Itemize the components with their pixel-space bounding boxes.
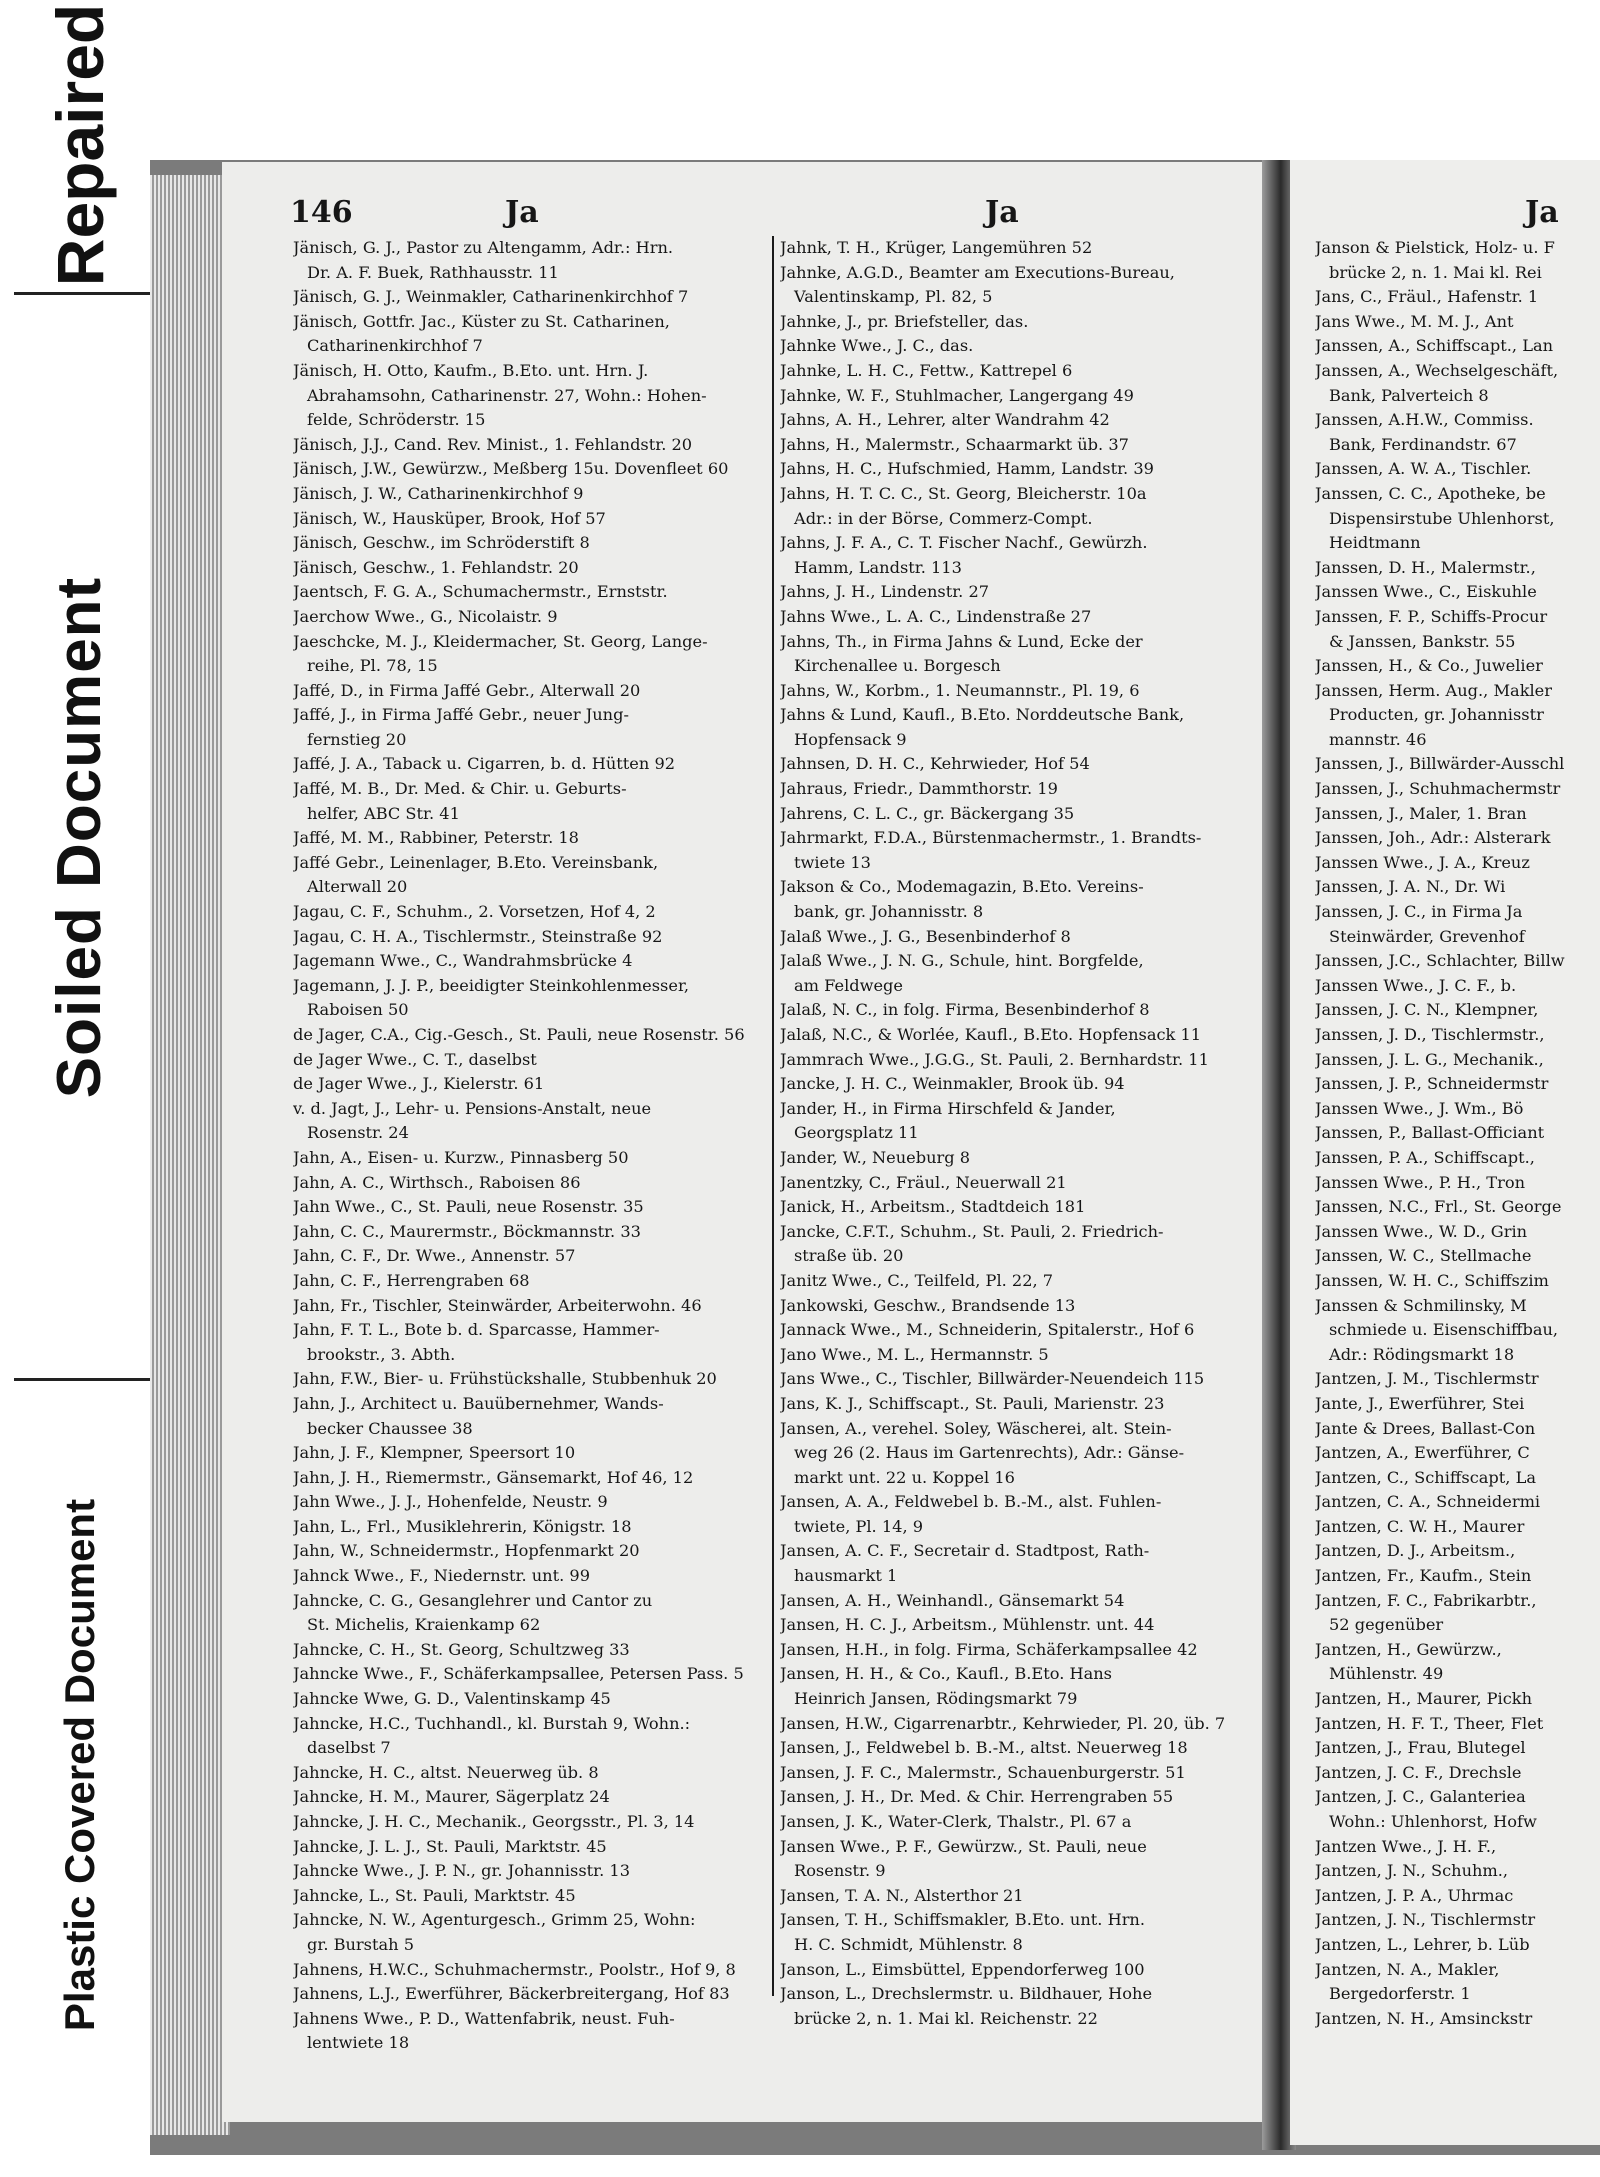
directory-entry: Jahnke Wwe., J. C., das. (780, 336, 974, 356)
directory-entry: Jänisch, W., Hausküper, Brook, Hof 57 (293, 508, 606, 528)
directory-entry: Hamm, Landstr. 113 (794, 557, 962, 577)
directory-entry: Jahnke, L. H. C., Fettw., Kattrepel 6 (780, 360, 1073, 380)
directory-entry: Jantzen, D. J., Arbeitsm., (1315, 1541, 1516, 1561)
directory-entry: Janssen, J. D., Tischlermstr., (1315, 1025, 1545, 1044)
directory-entry: Jansen, T. A. N., Alsterthor 21 (780, 1885, 1024, 1905)
directory-entry: de Jager Wwe., J., Kielerstr. 61 (293, 1074, 545, 1094)
soiled-document-tag-label: Soiled Document (45, 576, 115, 1099)
directory-entry: Jänisch, Geschw., 1. Fehlandstr. 20 (293, 557, 579, 577)
directory-entry: Jänisch, J. W., Catharinenkirchhof 9 (293, 483, 584, 503)
directory-entry: Jahn, J. H., Riemermstr., Gänsemarkt, Hof 46, 12 (293, 1467, 694, 1487)
directory-entry: Jahnens, L.J., Ewerführer, Bäckerbreitergang, Hof 83 (293, 1984, 730, 2004)
directory-entry: Jannack Wwe., M., Schneiderin, Spitalerstr., Hof 6 (780, 1320, 1195, 1340)
column-rule (772, 236, 774, 1996)
directory-entry: Jahncke, L., St. Pauli, Marktstr. 45 (293, 1885, 576, 1905)
directory-entry: Jahn, J., Architect u. Bauübernehmer, Wands- (293, 1393, 664, 1413)
directory-entry: Janssen, N.C., Frl., St. George (1315, 1197, 1562, 1217)
directory-entry: Jander, H., in Firma Hirschfeld & Jander, (780, 1098, 1116, 1118)
directory-entry: Jansen, H. C. J., Arbeitsm., Mühlenstr. unt. 44 (780, 1615, 1155, 1635)
directory-entry: Jantzen, J. N., Schuhm., (1315, 1861, 1509, 1881)
repaired-tag-label: Repaired (43, 3, 117, 287)
directory-entry: Janssen Wwe., W. D., Grin (1315, 1221, 1528, 1241)
directory-entry: Jahrmarkt, F.D.A., Bürstenmachermstr., 1. Brandts- (780, 828, 1202, 848)
directory-entry: Jantzen, F. C., Fabrikarbtr., (1315, 1590, 1537, 1610)
directory-entry: Janssen, W. C., Stellmache (1315, 1246, 1532, 1266)
directory-entry: Janson, L., Drechslermstr. u. Bildhauer, Hohe (780, 1984, 1153, 2004)
directory-entry: Jansen, J. K., Water-Clerk, Thalstr., Pl. 67 a (780, 1812, 1132, 1831)
directory-entry: Jantzen, N. H., Amsinckstr (1315, 2008, 1533, 2028)
directory-entry: Janssen, A. W. A., Tischler. (1315, 459, 1532, 479)
directory-entry: Janitz Wwe., C., Teilfeld, Pl. 22, 7 (780, 1270, 1054, 1290)
directory-entry: Jantzen, A., Ewerführer, C (1315, 1443, 1530, 1463)
directory-entry: Jantzen, H., Maurer, Pickh (1315, 1689, 1533, 1709)
directory-entry: Janssen, F. P., Schiffs-Procur (1315, 606, 1548, 626)
directory-entry: Adr.: Rödingsmarkt 18 (1329, 1344, 1515, 1364)
directory-entry: Rosenstr. 24 (307, 1123, 409, 1143)
directory-entry: Jahncke, H.C., Tuchhandl., kl. Burstah 9, Wohn.: (293, 1713, 691, 1733)
directory-entry: Jalaß, N.C., & Worlée, Kaufl., B.Eto. Hopfensack 11 (780, 1025, 1202, 1044)
directory-entry: St. Michelis, Kraienkamp 62 (307, 1615, 541, 1635)
directory-entry: Jano Wwe., M. L., Hermannstr. 5 (780, 1344, 1049, 1364)
directory-entry: Jahncke, N. W., Agenturgesch., Grimm 25, Wohn: (293, 1910, 696, 1930)
directory-entry: Jaffé, D., in Firma Jaffé Gebr., Alterwall 20 (293, 680, 641, 700)
directory-entry: Janson & Pielstick, Holz- u. F (1315, 238, 1555, 257)
directory-entry: Jansen, H. H., & Co., Kaufl., B.Eto. Hans (780, 1664, 1112, 1684)
directory-entry: Janssen & Schmilinsky, M (1315, 1295, 1527, 1315)
directory-entry: Janssen, A., Wechselgeschäft, (1315, 360, 1559, 380)
left-column-header: Ja (505, 195, 539, 230)
directory-entry: Jantzen, C. W. H., Maurer (1315, 1516, 1525, 1536)
plastic-covered-tag (10, 1385, 150, 2145)
directory-entry: Jalaß Wwe., J. G., Besenbinderhof 8 (780, 926, 1071, 946)
directory-entry: becker Chaussee 38 (307, 1418, 473, 1438)
directory-entry: Jänisch, H. Otto, Kaufm., B.Eto. unt. Hrn. J. (293, 360, 649, 380)
directory-entry: Jagemann Wwe., C., Wandrahmsbrücke 4 (293, 951, 633, 971)
directory-entry: Dispensirstube Uhlenhorst, (1329, 508, 1555, 528)
directory-entry: Jahncke, H. M., Maurer, Sägerplatz 24 (293, 1787, 610, 1807)
directory-entry: Jahrens, C. L. C., gr. Bäckergang 35 (780, 803, 1075, 823)
directory-entry: Jagau, C. H. A., Tischlermstr., Steinstraße 92 (293, 926, 663, 946)
directory-entry: Jansen, J., Feldwebel b. B.-M., altst. Neuerweg 18 (780, 1738, 1188, 1758)
directory-entry: Janssen, J. P., Schneidermstr (1315, 1074, 1549, 1094)
directory-entry: Jantzen, J. C. F., Drechsle (1315, 1762, 1522, 1782)
tag-divider (14, 1378, 150, 1381)
directory-entry: Jänisch, G. J., Pastor zu Altengamm, Adr.: Hrn. (293, 238, 674, 257)
directory-entry: Jantzen, N. A., Makler, (1315, 1959, 1500, 1979)
directory-entry: Jantzen, C. A., Schneidermi (1315, 1492, 1541, 1512)
condition-tag-strip (0, 0, 150, 2177)
directory-entry: Jahncke Wwe., F., Schäferkampsallee, Petersen Pass. 5 (293, 1664, 744, 1684)
directory-entry: Jantzen, J. M., Tischlermstr (1315, 1369, 1539, 1389)
directory-entry: Jansen, J. F. C., Malermstr., Schauenburgerstr. 51 (780, 1762, 1186, 1782)
directory-entry: Jahn, A. C., Wirthsch., Raboisen 86 (293, 1172, 581, 1192)
directory-entry: Abrahamsohn, Catharinenstr. 27, Wohn.: Hohen- (307, 385, 707, 405)
directory-entry: Jahncke, H. C., altst. Neuerweg üb. 8 (293, 1762, 599, 1782)
directory-entry: Jahnens, H.W.C., Schuhmachermstr., Poolstr., Hof 9, 8 (293, 1959, 736, 1979)
directory-entry: Jänisch, G. J., Weinmakler, Catharinenkirchhof 7 (293, 287, 689, 307)
directory-entry: Jantzen, J. P. A., Uhrmac (1315, 1885, 1514, 1905)
directory-entry: Janssen, A., Schiffscapt., Lan (1315, 336, 1554, 356)
directory-entry: Jänisch, Geschw., im Schröderstift 8 (293, 533, 590, 553)
directory-entry: lentwiete 18 (307, 2033, 410, 2053)
directory-entry: Jaffé, J., in Firma Jaffé Gebr., neuer Jung- (293, 705, 629, 725)
directory-entry: weg 26 (2. Haus im Gartenrechts), Adr.: Gänse- (794, 1443, 1185, 1463)
directory-entry: Jahn Wwe., J. J., Hohenfelde, Neustr. 9 (293, 1492, 608, 1512)
directory-entry: Jander, W., Neueburg 8 (780, 1147, 971, 1167)
directory-entry: Janssen, J. C., in Firma Ja (1315, 902, 1523, 922)
page-edges (150, 175, 230, 2135)
directory-entry: de Jager Wwe., C. T., daselbst (293, 1049, 537, 1069)
directory-entry: Bergedorferstr. 1 (1329, 1984, 1471, 2004)
directory-entry: Jans, C., Fräul., Hafenstr. 1 (1315, 287, 1539, 307)
directory-entry: Valentinskamp, Pl. 82, 5 (794, 287, 993, 307)
directory-entry: Jammrach Wwe., J.G.G., St. Pauli, 2. Bernhardstr. 11 (780, 1049, 1209, 1069)
directory-entry: Jahn, C. F., Dr. Wwe., Annenstr. 57 (293, 1246, 576, 1266)
directory-entry: Jahn, C. C., Maurermstr., Böckmannstr. 33 (293, 1221, 641, 1241)
directory-entry: Hopfensack 9 (794, 729, 907, 749)
directory-entry: Janssen Wwe., P. H., Tron (1315, 1172, 1526, 1192)
directory-entry: schmiede u. Eisenschiffbau, (1329, 1320, 1559, 1340)
directory-entry: Jante, J., Ewerführer, Stei (1315, 1393, 1525, 1413)
directory-entry: Jahns, H. C., Hufschmied, Hamm, Landstr. 39 (780, 459, 1154, 479)
directory-entry: Janick, H., Arbeitsm., Stadtdeich 181 (780, 1197, 1086, 1217)
directory-entry: de Jager, C.A., Cig.-Gesch., St. Pauli, neue Rosenstr. 56 (293, 1025, 745, 1044)
directory-entry: am Feldwege (794, 975, 903, 995)
directory-entry: Janssen Wwe., C., Eiskuhle (1315, 582, 1537, 602)
directory-entry: Heinrich Jansen, Rödingsmarkt 79 (794, 1689, 1078, 1709)
directory-entry: Jansen, T. H., Schiffsmakler, B.Eto. unt. Hrn. (780, 1910, 1145, 1930)
directory-entry: 52 gegenüber (1329, 1615, 1444, 1635)
directory-entry: straße üb. 20 (794, 1246, 904, 1266)
directory-entry: Janssen, D. H., Malermstr., (1315, 557, 1536, 577)
directory-entry: Jahn, C. F., Herrengraben 68 (293, 1270, 530, 1290)
directory-entry: Jahnke, J., pr. Briefsteller, das. (780, 311, 1029, 331)
directory-entry: Jansen, A. A., Feldwebel b. B.-M., alst. Fuhlen- (780, 1492, 1162, 1512)
directory-entry: Jalaß Wwe., J. N. G., Schule, hint. Borgfelde, (780, 951, 1144, 971)
directory-entry: Jans, K. J., Schiffscapt., St. Pauli, Marienstr. 23 (780, 1393, 1165, 1413)
tag-divider (14, 292, 150, 295)
directory-entry: Kirchenallee u. Borgesch (794, 656, 1001, 676)
directory-entry: Jaffé, M. B., Dr. Med. & Chir. u. Geburts- (293, 779, 627, 799)
directory-entry: Janssen, J., Maler, 1. Bran (1315, 803, 1527, 823)
directory-entry: brücke 2, n. 1. Mai kl. Reichenstr. 22 (794, 2008, 1098, 2028)
directory-entry: Bank, Ferdinandstr. 67 (1329, 434, 1517, 454)
directory-entry: Janson, L., Eimsbüttel, Eppendorferweg 100 (780, 1959, 1145, 1979)
directory-entry: Jahncke, C. H., St. Georg, Schultzweg 33 (293, 1639, 630, 1659)
directory-entry: brücke 2, n. 1. Mai kl. Rei (1329, 262, 1542, 282)
directory-entry: H. C. Schmidt, Mühlenstr. 8 (794, 1934, 1023, 1954)
directory-entry: Dr. A. F. Buek, Rathhausstr. 11 (307, 262, 559, 282)
directory-entry: Jänisch, J.J., Cand. Rev. Minist., 1. Fehlandstr. 20 (293, 434, 693, 454)
directory-entry: Jaffé Gebr., Leinenlager, B.Eto. Vereinsbank, (293, 852, 659, 872)
directory-entry: Jantzen, L., Lehrer, b. Lüb (1315, 1934, 1530, 1954)
middle-column-header: Ja (985, 195, 1019, 230)
directory-entry: Janssen Wwe., J. A., Kreuz (1315, 852, 1530, 872)
directory-entry: Janssen, J. L. G., Mechanik., (1315, 1049, 1544, 1069)
directory-entry: Janssen, J., Billwärder-Ausschl (1315, 754, 1565, 774)
directory-entry: Rosenstr. 9 (794, 1861, 886, 1881)
directory-entry: Raboisen 50 (307, 1000, 409, 1020)
directory-entry: Jantzen, H., Gewürzw., (1315, 1639, 1502, 1659)
directory-entry: Janssen, Herm. Aug., Makler (1315, 680, 1552, 700)
directory-entry: Jansen, A., verehel. Soley, Wäscherei, alt. Stein- (780, 1418, 1172, 1438)
directory-entry: Jaeschcke, M. J., Kleidermacher, St. Georg, Lange- (293, 631, 708, 651)
directory-entry: helfer, ABC Str. 41 (307, 803, 460, 823)
directory-entry: Jansen, H.H., in folg. Firma, Schäferkampsallee 42 (780, 1639, 1198, 1659)
directory-entry: Janssen, J.C., Schlachter, Billw (1315, 951, 1565, 971)
directory-entry: Jahncke, C. G., Gesanglehrer und Cantor zu (293, 1590, 653, 1610)
directory-entry: Jahncke Wwe., J. P. N., gr. Johannisstr. 13 (293, 1861, 631, 1881)
directory-entry: Jänisch, J.W., Gewürzw., Meßberg 15u. Dovenfleet 60 (293, 459, 729, 479)
directory-entry: Jahraus, Friedr., Dammthorstr. 19 (780, 779, 1058, 799)
directory-entry: Jahn, A., Eisen- u. Kurzw., Pinnasberg 50 (293, 1147, 629, 1167)
directory-entry: & Janssen, Bankstr. 55 (1329, 631, 1516, 651)
directory-entry: Jansen, A. H., Weinhandl., Gänsemarkt 54 (780, 1590, 1125, 1610)
directory-entry: Steinwärder, Grevenhof (1329, 926, 1525, 946)
directory-entry: Jaerchow Wwe., G., Nicolaistr. 9 (293, 606, 558, 626)
directory-entry: Jansen, J. H., Dr. Med. & Chir. Herrengraben 55 (780, 1787, 1174, 1807)
directory-entry: Jans Wwe., M. M. J., Ant (1315, 311, 1514, 331)
directory-entry: Jahnk, T. H., Krüger, Langemühren 52 (780, 238, 1093, 257)
directory-entry: Jahns, J. H., Lindenstr. 27 (780, 582, 990, 602)
directory-entry: Bank, Palverteich 8 (1329, 385, 1489, 405)
directory-entry: gr. Burstah 5 (307, 1934, 415, 1954)
directory-entry: Jahns Wwe., L. A. C., Lindenstraße 27 (780, 606, 1092, 626)
directory-entry: reihe, Pl. 78, 15 (307, 656, 438, 676)
directory-entry: Jantzen, C., Schiffscapt, La (1315, 1467, 1536, 1487)
directory-entry: Jahncke Wwe, G. D., Valentinskamp 45 (293, 1689, 611, 1709)
directory-entry: Jahns, H., Malermstr., Schaarmarkt üb. 37 (780, 434, 1129, 454)
directory-entry: Janssen, J., Schuhmachermstr (1315, 779, 1561, 799)
directory-entry: Jahncke, J. H. C., Mechanik., Georgsstr., Pl. 3, 14 (293, 1812, 695, 1831)
directory-entry: felde, Schröderstr. 15 (307, 410, 486, 430)
directory-entry: Jagau, C. F., Schuhm., 2. Vorsetzen, Hof 4, 2 (293, 902, 656, 922)
plastic-covered-tag-label: Plastic Covered Document (56, 1498, 104, 2032)
directory-entry: Janssen, W. H. C., Schiffszim (1315, 1270, 1549, 1290)
directory-entry: Jaffé, M. M., Rabbiner, Peterstr. 18 (293, 828, 579, 848)
directory-entry: Jantzen, J. N., Tischlermstr (1315, 1910, 1536, 1930)
directory-entry: Jans Wwe., C., Tischler, Billwärder-Neuendeich 115 (780, 1369, 1205, 1389)
directory-column-right (1315, 236, 1600, 2031)
directory-entry: Jancke, J. H. C., Weinmakler, Brook üb. 94 (780, 1074, 1125, 1094)
directory-entry: Jahn, F. T. L., Bote b. d. Sparcasse, Hammer- (293, 1320, 660, 1340)
directory-entry: Producten, gr. Johannisstr (1329, 705, 1544, 725)
directory-entry: markt unt. 22 u. Koppel 16 (794, 1467, 1015, 1487)
directory-entry: Jahnens Wwe., P. D., Wattenfabrik, neust. Fuh- (293, 2008, 675, 2028)
directory-entry: Jahns, Th., in Firma Jahns & Lund, Ecke der (780, 631, 1143, 651)
directory-entry: Jahn, F.W., Bier- u. Frühstückshalle, Stubbenhuk 20 (293, 1369, 717, 1389)
directory-entry: Janssen, P. A., Schiffscapt., (1315, 1147, 1535, 1167)
directory-entry: mannstr. 46 (1329, 729, 1427, 749)
directory-entry: Jankowski, Geschw., Brandsende 13 (780, 1295, 1076, 1315)
soiled-document-tag (10, 300, 150, 1375)
directory-entry: Jahn, L., Frl., Musiklehrerin, Königstr. 18 (293, 1516, 632, 1536)
directory-entry: Janssen, J. C. N., Klempner, (1315, 1000, 1539, 1020)
directory-entry: Jantzen, J., Frau, Blutegel (1315, 1738, 1526, 1758)
directory-entry: Jahns, H. T. C. C., St. Georg, Bleicherstr. 10a (780, 483, 1147, 503)
directory-entry: Janssen Wwe., J. C. F., b. (1315, 975, 1517, 995)
directory-entry: brookstr., 3. Abth. (307, 1344, 456, 1364)
directory-entry: Janssen, P., Ballast-Officiant (1315, 1123, 1545, 1143)
directory-entry: Jansen, A. C. F., Secretair d. Stadtpost, Rath- (780, 1541, 1150, 1561)
directory-entry: Wohn.: Uhlenhorst, Hofw (1329, 1812, 1537, 1831)
directory-entry: Jantzen, Fr., Kaufm., Stein (1315, 1566, 1532, 1586)
directory-entry: Mühlenstr. 49 (1329, 1664, 1444, 1684)
directory-entry: Catharinenkirchhof 7 (307, 336, 483, 356)
directory-entry: Jahnke, A.G.D., Beamter am Executions-Bureau, (780, 262, 1175, 282)
directory-entry: Jahn, J. F., Klempner, Speersort 10 (293, 1443, 576, 1463)
directory-entry: Jagemann, J. J. P., beeidigter Steinkohlenmesser, (293, 975, 690, 995)
directory-entry: Jahnck Wwe., F., Niedernstr. unt. 99 (293, 1566, 590, 1586)
directory-entry: Adr.: in der Börse, Commerz-Compt. (794, 508, 1093, 528)
directory-entry: Jahn, W., Schneidermstr., Hopfenmarkt 20 (293, 1541, 640, 1561)
directory-column-left (293, 236, 765, 2056)
directory-entry: Jantzen, J. C., Galanteriea (1315, 1787, 1526, 1807)
directory-entry: bank, gr. Johannisstr. 8 (794, 902, 984, 922)
directory-entry: Jantzen Wwe., J. H. F., (1315, 1836, 1497, 1856)
directory-entry: Jahns, J. F. A., C. T. Fischer Nachf., Gewürzh. (780, 533, 1148, 553)
directory-entry: Jansen, H.W., Cigarrenarbtr., Kehrwieder, Pl. 20, üb. 7 (780, 1713, 1226, 1733)
right-page-header: Ja (1525, 195, 1559, 230)
directory-entry: Jahncke, J. L. J., St. Pauli, Marktstr. 45 (293, 1836, 607, 1856)
directory-entry: Jahns, A. H., Lehrer, alter Wandrahm 42 (780, 410, 1110, 430)
repaired-tag (10, 0, 150, 290)
directory-entry: Janssen, H., & Co., Juwelier (1315, 656, 1543, 676)
directory-entry: Janssen, Joh., Adr.: Alsterark (1315, 828, 1551, 848)
directory-entry: fernstieg 20 (307, 729, 407, 749)
directory-entry: Jansen Wwe., P. F., Gewürzw., St. Pauli, neue (780, 1836, 1147, 1856)
directory-entry: Jahnke, W. F., Stuhlmacher, Langergang 49 (780, 385, 1134, 405)
directory-entry: Georgsplatz 11 (794, 1123, 919, 1143)
directory-entry: Janssen Wwe., J. Wm., Bö (1315, 1098, 1524, 1118)
directory-entry: Alterwall 20 (307, 877, 408, 897)
directory-entry: daselbst 7 (307, 1738, 391, 1758)
directory-entry: Jaffé, J. A., Taback u. Cigarren, b. d. Hütten 92 (293, 754, 676, 774)
directory-entry: Jakson & Co., Modemagazin, B.Eto. Vereins- (780, 877, 1144, 897)
directory-entry: Janssen, A.H.W., Commiss. (1315, 410, 1534, 430)
directory-entry: Janssen, C. C., Apotheke, be (1315, 483, 1546, 503)
directory-entry: Jaentsch, F. G. A., Schumachermstr., Ernststr. (293, 582, 668, 602)
directory-entry: Heidtmann (1329, 533, 1421, 553)
directory-entry: v. d. Jagt, J., Lehr- u. Pensions-Anstalt, neue (293, 1098, 652, 1118)
directory-entry: Jahnsen, D. H. C., Kehrwieder, Hof 54 (780, 754, 1090, 774)
directory-entry: twiete, Pl. 14, 9 (794, 1516, 924, 1536)
directory-entry: Jahn Wwe., C., St. Pauli, neue Rosenstr. 35 (293, 1197, 644, 1217)
directory-entry: Jante & Drees, Ballast-Con (1315, 1418, 1536, 1438)
directory-column-middle (780, 236, 1255, 2031)
directory-entry: Jalaß, N. C., in folg. Firma, Besenbinderhof 8 (780, 1000, 1150, 1020)
directory-entry: Jänisch, Gottfr. Jac., Küster zu St. Catharinen, (293, 311, 670, 331)
directory-entry: Janentzky, C., Fräul., Neuerwall 21 (780, 1172, 1067, 1192)
directory-entry: Jahn, Fr., Tischler, Steinwärder, Arbeiterwohn. 46 (293, 1295, 702, 1315)
directory-entry: twiete 13 (794, 852, 871, 872)
page-number: 146 (290, 195, 353, 230)
directory-entry: hausmarkt 1 (794, 1566, 898, 1586)
directory-entry: Jantzen, H. F. T., Theer, Flet (1315, 1713, 1544, 1733)
directory-entry: Jancke, C.F.T., Schuhm., St. Pauli, 2. Friedrich- (780, 1221, 1164, 1241)
directory-entry: Janssen, J. A. N., Dr. Wi (1315, 877, 1506, 897)
directory-entry: Jahns, W., Korbm., 1. Neumannstr., Pl. 19, 6 (780, 680, 1140, 700)
directory-entry: Jahns & Lund, Kaufl., B.Eto. Norddeutsche Bank, (780, 705, 1185, 725)
